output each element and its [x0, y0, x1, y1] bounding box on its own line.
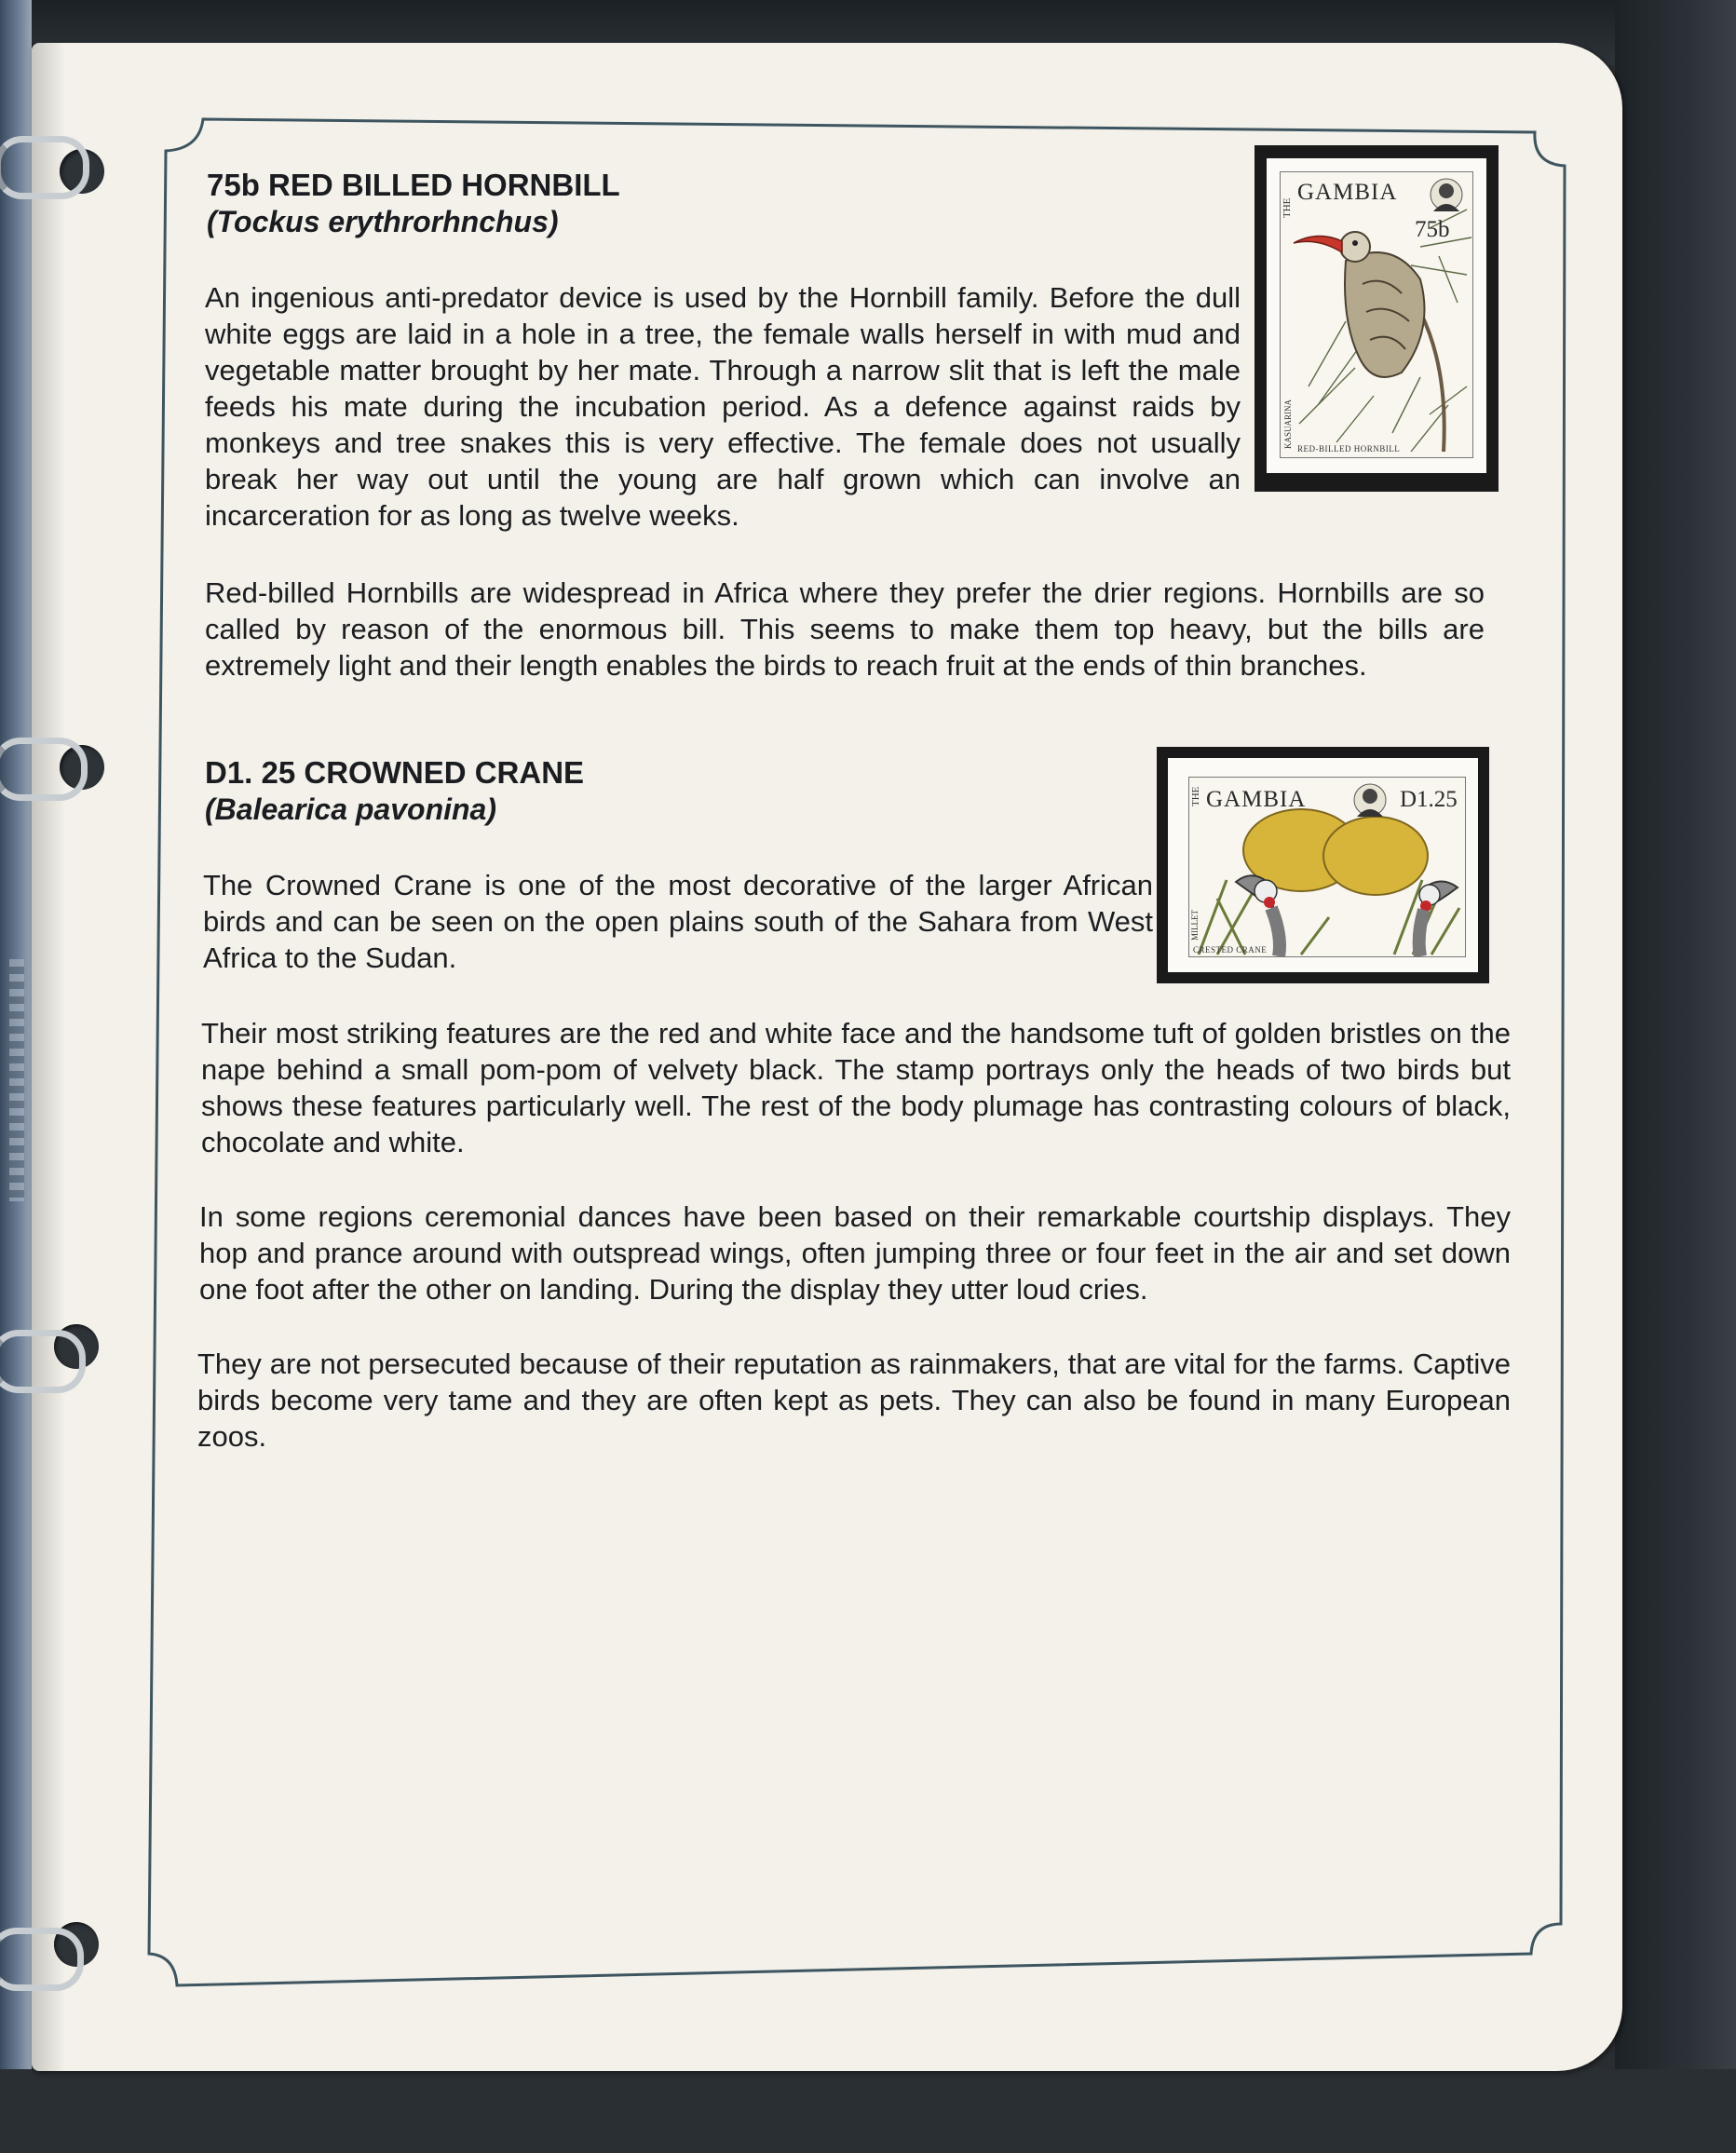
- portrait-icon: [1430, 178, 1463, 211]
- crane-paragraph-4: They are not persecuted because of their reputation as rainmakers, that are vital for the farms. Captive birds become very tame and they are often kept as pets. They can also be found in many European zoos.: [197, 1347, 1511, 1453]
- hornbill-paragraph-1: An ingenious anti-predator device is used by the Hornbill family. Before the dull white eggs are laid in a hole in a tree, the female walls herself in with mud and vegetable matter brought by her mate. Through a narrow slit that is left the male feeds his mate during the incubation period. As a defence against raids by monkeys and tree snakes this is very effective. The female does not usually break her way out until the young are half grown which can involve an incarceration for as long as twelve weeks.: [205, 281, 1241, 532]
- crane-paragraph-2: Their most striking features are the red and white face and the handsome tuft of golden bristles on the nape behind a small pom-pom of velvety black. The stamp portrays only the heads of two birds but shows these features particularly well. The rest of the body plumage has contrasting colours of black, chocolate and white.: [201, 1017, 1511, 1158]
- hornbill-stamp-value: 75b: [1415, 217, 1450, 242]
- crane-stamp-caption: CRESTED CRANE: [1193, 945, 1268, 955]
- hornbill-stamp-country: GAMBIA: [1297, 180, 1398, 205]
- crane-stamp-the: THE: [1190, 786, 1201, 806]
- hornbill-stamp: [1267, 158, 1486, 473]
- portrait-icon: [1353, 783, 1387, 817]
- hornbill-stamp-caption: RED-BILLED HORNBILL: [1297, 444, 1401, 454]
- crane-stamp-design: [1188, 777, 1466, 957]
- hornbill-scientific-name: (Tockus erythrorhnchus): [207, 205, 559, 238]
- crane-stamp: [1168, 758, 1478, 972]
- crane-stamp-side-label: MILLET: [1190, 910, 1200, 941]
- hornbill-stamp-the: THE: [1282, 197, 1293, 218]
- crane-scientific-name: (Balearica pavonina): [205, 792, 496, 826]
- hornbill-stamp-side-label: KASUARINA: [1283, 399, 1293, 449]
- crane-paragraph-1: The Crowned Crane is one of the most decorative of the larger African birds and can be seen on the open plains south of the Sahara from West Africa to the Sudan.: [203, 869, 1153, 974]
- hornbill-illustration: [1281, 172, 1472, 457]
- crane-title: D1. 25 CROWNED CRANE: [205, 755, 585, 790]
- crane-stamp-country: GAMBIA: [1206, 787, 1307, 812]
- hornbill-title: 75b RED BILLED HORNBILL: [207, 168, 620, 202]
- crane-stamp-value: D1.25: [1400, 787, 1458, 812]
- crane-paragraph-3: In some regions ceremonial dances have been based on their remarkable courtship displays. They hop and prance around with outspread wings, often jumping three or four feet in the air and set down one foot after the other on landing. During the display they utter loud cries.: [199, 1200, 1511, 1306]
- hornbill-paragraph-2: Red-billed Hornbills are widespread in Africa where they prefer the drier regions. Hornbills are so called by reason of the enormous bill. This seems to make them top heavy, but the bills are extremely light and their length enables the birds to reach fruit at the ends of thin branches.: [205, 576, 1485, 682]
- hornbill-stamp-design: [1280, 171, 1473, 458]
